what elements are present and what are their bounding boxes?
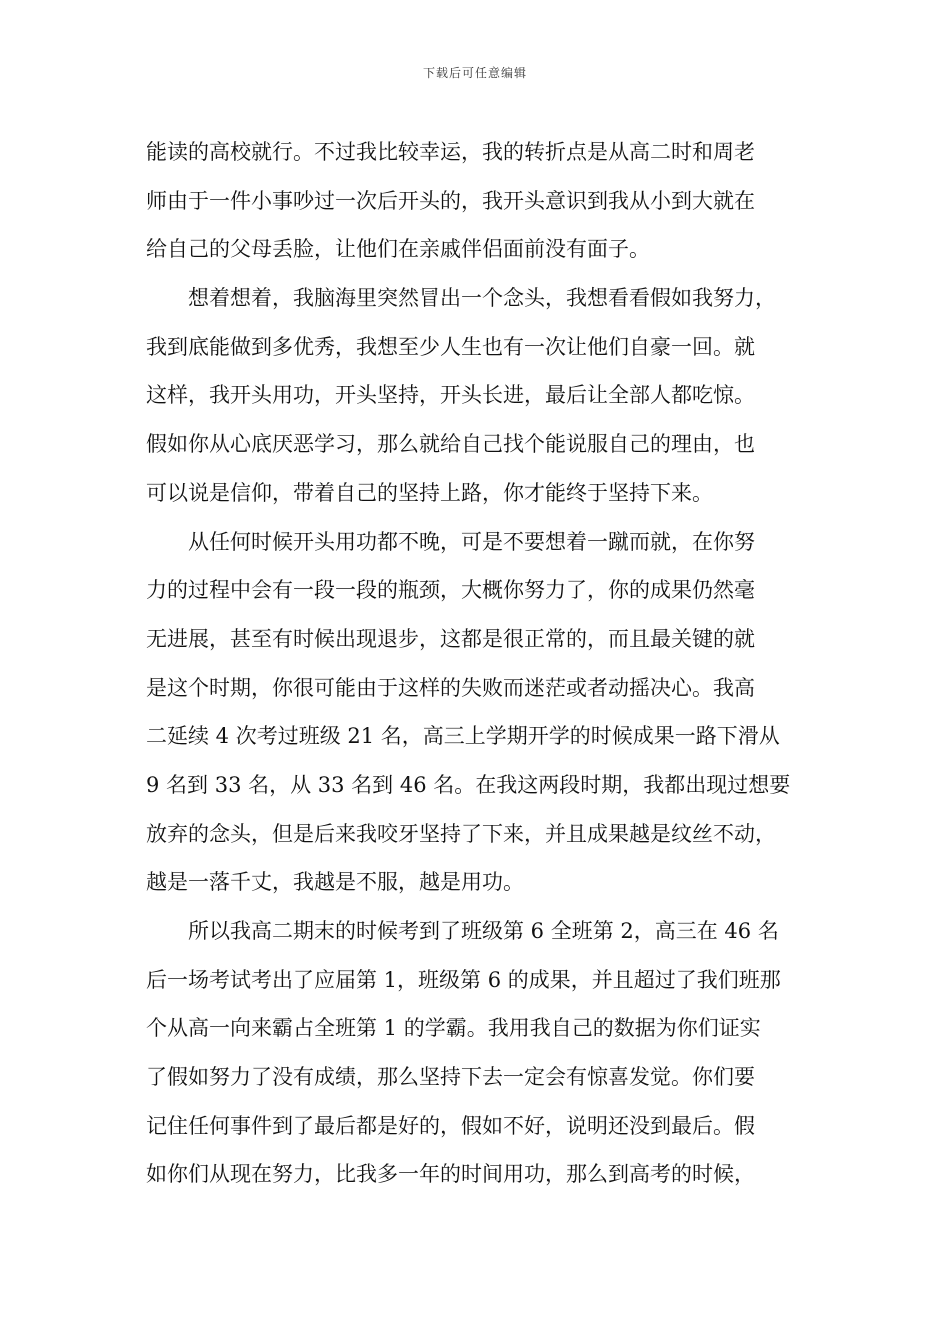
- text-line: 这样，我开头用功，开头坚持，开头长进，最后让全部人都吃惊。: [146, 383, 755, 408]
- text-line: 师由于一件小事吵过一次后开头的，我开头意识到我从小到大就在: [146, 188, 755, 213]
- text-line: 9 名到 33 名，从 33 名到 46 名。在我这两段时期，我都出现过想要: [146, 772, 791, 797]
- text-line: 假如你从心底厌恶学习，那么就给自己找个能说服自己的理由，也: [146, 432, 755, 457]
- text-line: 了假如努力了没有成绩，那么坚持下去一定会有惊喜发觉。你们要: [146, 1065, 755, 1090]
- text-line: 无进展，甚至有时候出现退步，这都是很正常的，而且最关键的就: [146, 626, 755, 651]
- body-text: [146, 128, 806, 1199]
- text-line: 是这个时期，你很可能由于这样的失败而迷茫或者动摇决心。我高: [146, 675, 755, 700]
- text-line: 放弃的念头，但是后来我咬牙坚持了下来，并且成果越是纹丝不动，: [146, 821, 776, 846]
- text-line: 给自己的父母丢脸，让他们在亲戚伴侣面前没有面子。: [146, 237, 650, 262]
- paragraph-start-line: 想着想着，我脑海里突然冒出一个念头，我想看看假如我努力，: [188, 286, 776, 311]
- text-line: 能读的高校就行。不过我比较幸运，我的转折点是从高二时和周老: [146, 140, 755, 164]
- text-line: 可以说是信仰，带着自己的坚持上路，你才能终于坚持下来。: [146, 480, 713, 505]
- text-line: 如你们从现在努力，比我多一年的时间用功，那么到高考的时候，: [146, 1162, 755, 1187]
- text-line: 我到底能做到多优秀，我想至少人生也有一次让他们自豪一回。就: [146, 334, 755, 359]
- text-line: 越是一落千丈，我越是不服，越是用功。: [146, 870, 524, 895]
- paragraph-start-line: 从任何时候开头用功都不晚，可是不要想着一蹴而就，在你努: [188, 529, 755, 554]
- paragraph-start-line: 所以我高二期末的时候考到了班级第 6 全班第 2，高三在 46 名: [188, 919, 779, 943]
- page-header: 下载后可任意编辑: [422, 66, 527, 80]
- text-line: 个从高一向来霸占全班第 1 的学霸。我用我自己的数据为你们证实: [146, 1016, 761, 1041]
- text-line: 后一场考试考出了应届第 1，班级第 6 的成果，并且超过了我们班那: [146, 967, 781, 992]
- text-line: 二延续 4 次考过班级 21 名，高三上学期开学的时候成果一路下滑从: [146, 724, 780, 749]
- text-line: 力的过程中会有一段一段的瓶颈，大概你努力了，你的成果仍然毫: [146, 578, 755, 603]
- text-line: 记住任何事件到了最后都是好的，假如不好，说明还没到最后。假: [146, 1113, 755, 1138]
